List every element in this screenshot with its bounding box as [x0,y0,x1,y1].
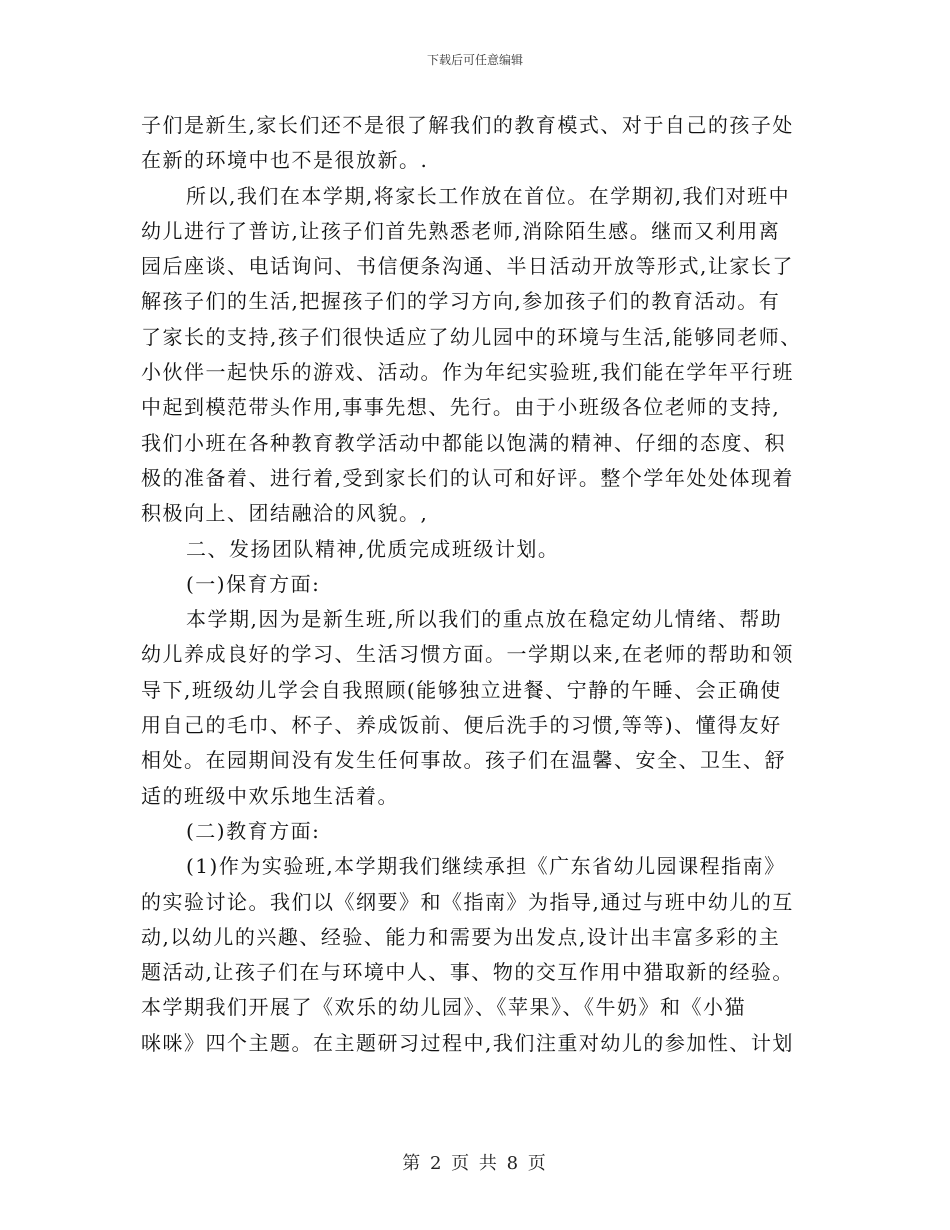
subsection-heading: (一)保育方面: [186,571,321,596]
text-line: 了家长的支持,孩子们很快适应了幼儿园中的环境与生活,能够同老师、 [141,324,802,349]
text-line: 动,以幼儿的兴趣、经验、能力和需要为出发点,设计出丰富多彩的主 [141,924,781,949]
text-line: 的实验讨论。我们以《纲要》和《指南》为指导,通过与班中幼儿的互 [141,889,794,914]
page-header: 下载后可任意编辑 [426,53,523,67]
text-line: 极的准备着、进行着,受到家长们的认可和好评。整个学年处处体现着 [141,465,794,490]
text-line: 用自己的毛巾、杯子、养成饭前、便后洗手的习惯,等等)、懂得友好 [141,713,782,738]
text-line: 本学期我们开展了《欢乐的幼儿园》、《苹果》、《牛奶》和《小猫 [141,995,746,1020]
text-line: 幼儿进行了普访,让孩子们首先熟悉老师,消除陌生感。继而又利用离 [141,218,781,243]
subsection-heading: (二)教育方面: [186,818,321,843]
section-heading: 二、发扬团队精神,优质完成班级计划。 [186,536,560,561]
text-line: 小伙伴一起快乐的游戏、活动。作为年纪实验班,我们能在学年平行班 [141,360,794,385]
page-number-footer: 第 2 页 共 8 页 [402,1153,548,1174]
text-line: 题活动,让孩子们在与环境中人、事、物的交互作用中猎取新的经验。 [141,960,794,985]
document-body [141,108,811,1061]
text-line: 在新的环境中也不是很放新。. [141,148,429,173]
text-line: 园后座谈、电话询问、书信便条沟通、半日活动开放等形式,让家长了 [141,254,794,279]
text-line: 解孩子们的生活,把握孩子们的学习方向,参加孩子们的教育活动。有 [141,289,781,314]
text-line: 我们小班在各种教育教学活动中都能以饱满的精神、仔细的态度、积 [141,430,786,455]
text-line: 咪咪》四个主题。在主题研习过程中,我们注重对幼儿的参加性、计划 [141,1030,794,1055]
text-line: 积极向上、团结融洽的风貌。, [141,501,429,526]
text-line: 中起到模范带头作用,事事先想、先行。由于小班级各位老师的支持, [141,395,781,420]
paragraph-start-line: 本学期,因为是新生班,所以我们的重点放在稳定幼儿情绪、帮助 [186,607,783,632]
text-line: 子们是新生,家长们还不是很了解我们的教育模式、对于自己的孩子处 [141,113,794,137]
text-line: 导下,班级幼儿学会自我照顾(能够独立进餐、宁静的午睡、会正确使 [141,677,782,702]
paragraph-start-line: 所以,我们在本学期,将家长工作放在首位。在学期初,我们对班中 [186,183,791,208]
paragraph-start-line: (1)作为实验班,本学期我们继续承担《广东省幼儿园课程指南》 [186,854,786,879]
text-line: 相处。在园期间没有发生任何事故。孩子们在温馨、安全、卫生、舒 [141,748,786,773]
text-line: 幼儿养成良好的学习、生活习惯方面。一学期以来,在老师的帮助和领 [141,642,794,667]
text-line: 适的班级中欢乐地生活着。 [141,783,399,808]
